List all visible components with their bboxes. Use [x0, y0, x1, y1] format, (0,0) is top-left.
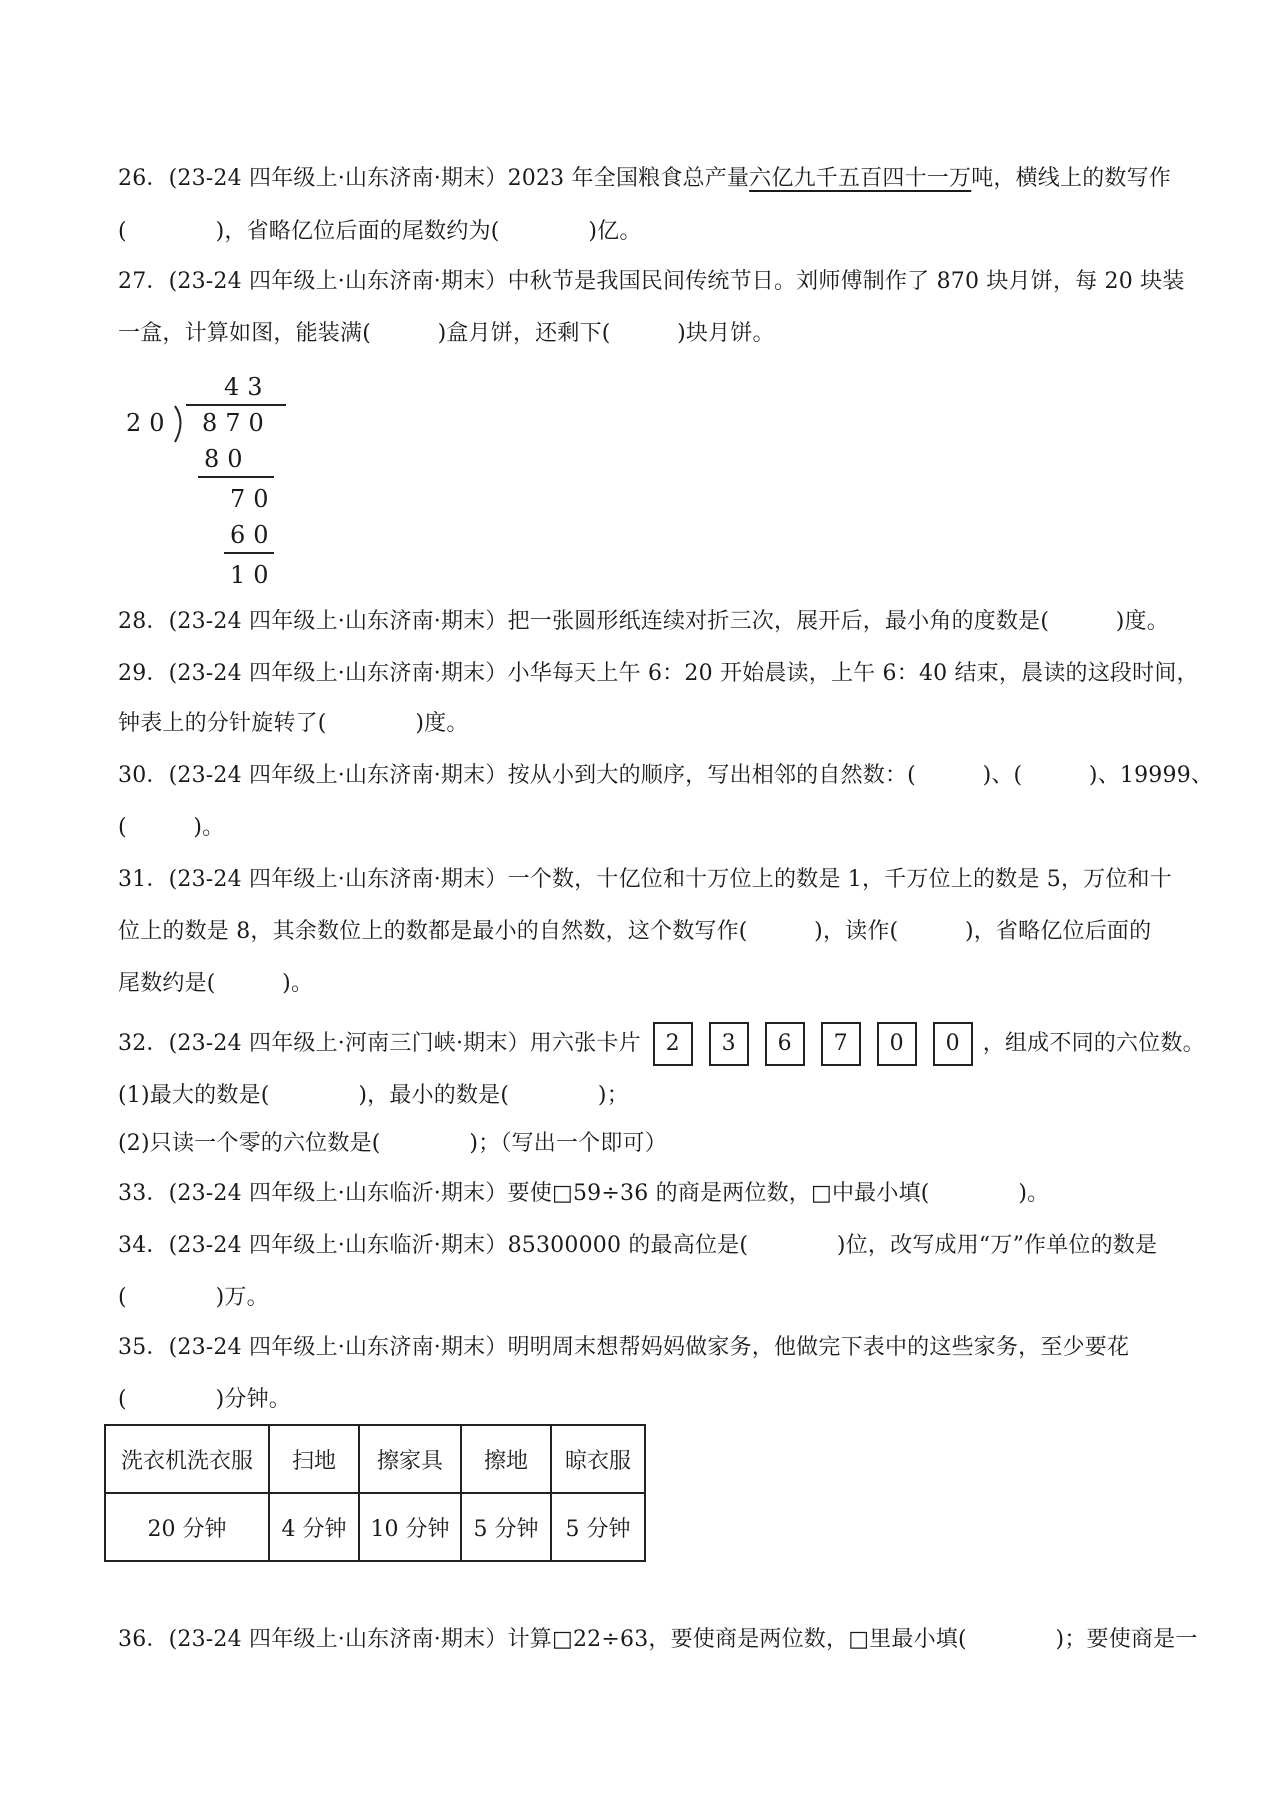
division-line1	[198, 476, 274, 478]
division-quotient: 43	[224, 373, 271, 401]
table-header-cell: 扫地	[269, 1425, 359, 1493]
table-cell: 10 分钟	[359, 1493, 461, 1561]
q32-stem: 32．(23-24 四年级上·河南三门峡·期末）用六张卡片	[118, 1031, 641, 1056]
division-bracket	[172, 404, 188, 444]
q35-line2: ( )分钟。	[118, 1387, 291, 1412]
q31-line1: 31．(23-24 四年级上·山东济南·期末）一个数，十亿位和十万位上的数是 1，千万位上的数是 5，万位和十	[118, 867, 1172, 892]
division-line2	[224, 552, 274, 554]
table-cell: 5 分钟	[551, 1493, 645, 1561]
q34-line2: ( )万。	[118, 1285, 269, 1310]
q31-line3: 尾数约是( )。	[118, 971, 314, 996]
table-cell: 5 分钟	[461, 1493, 551, 1561]
q29-line1: 29．(23-24 四年级上·山东济南·期末）小华每天上午 6：20 开始晨读，上午 6：40 结束，晨读的这段时间，	[118, 661, 1199, 686]
q29-line2: 钟表上的分针旋转了( )度。	[118, 711, 469, 736]
q30-line1: 30．(23-24 四年级上·山东济南·期末）按从小到大的顺序，写出相邻的自然数：( )、( )、19999、	[118, 763, 1214, 788]
table-header-cell: 晾衣服	[551, 1425, 645, 1493]
division-step2: 60	[230, 521, 277, 549]
q32-stem-end: ，组成不同的六位数。	[982, 1031, 1205, 1056]
number-card: 7	[821, 1022, 861, 1066]
number-card: 0	[933, 1022, 973, 1066]
q27-line1: 27．(23-24 四年级上·山东济南·期末）中秋节是我国民间传统节日。刘师傅制作了 870 块月饼，每 20 块装	[118, 269, 1185, 294]
q28-line1: 28．(23-24 四年级上·山东济南·期末）把一张圆形纸连续对折三次，展开后，最小角的度数是( )度。	[118, 609, 1169, 634]
q33-line1: 33．(23-24 四年级上·山东临沂·期末）要使□59÷36 的商是两位数，□中最小填( )。	[118, 1181, 1050, 1206]
table-row	[105, 1425, 645, 1493]
table-header-cell: 洗衣机洗衣服	[105, 1425, 269, 1493]
table-header-cell: 擦家具	[359, 1425, 461, 1493]
q26-stem: 26．(23-24 四年级上·山东济南·期末）2023 年全国粮食总产量	[118, 166, 750, 191]
q32-part2: (2)只读一个零的六位数是( )；（写出一个即可）	[118, 1131, 667, 1156]
division-remainder: 10	[230, 561, 277, 589]
q32-part1: (1)最大的数是( )，最小的数是( )；	[118, 1083, 629, 1108]
q32-line1	[118, 1022, 1205, 1066]
q27-line2: 一盒，计算如图，能装满( )盒月饼，还剩下( )块月饼。	[118, 321, 775, 346]
q34-line1: 34．(23-24 四年级上·山东临沂·期末）85300000 的最高位是( )位，改写成用“万”作单位的数是	[118, 1233, 1158, 1258]
division-dividend: 870	[202, 409, 272, 437]
q35-line1: 35．(23-24 四年级上·山东济南·期末）明明周末想帮妈妈做家务，他做完下表中的这些家务，至少要花	[118, 1335, 1130, 1360]
number-card: 0	[877, 1022, 917, 1066]
division-bar	[186, 404, 286, 406]
q26-line1	[118, 165, 1171, 193]
number-card: 2	[653, 1022, 693, 1066]
q26-underlined-number: 六亿九千五百四十一万	[749, 166, 972, 191]
division-rem1: 70	[230, 485, 277, 513]
table-header-cell: 擦地	[461, 1425, 551, 1493]
table-cell: 20 分钟	[105, 1493, 269, 1561]
q36-line1: 36．(23-24 四年级上·山东济南·期末）计算□22÷63，要使商是两位数，□里最小填( )；要使商是一	[118, 1627, 1198, 1652]
number-card: 6	[765, 1022, 805, 1066]
number-card: 3	[709, 1022, 749, 1066]
number-cards	[645, 1022, 981, 1066]
q26-line2: ( )，省略亿位后面的尾数约为( )亿。	[118, 219, 642, 244]
q26-stem-end: 吨，横线上的数写作	[971, 166, 1171, 191]
q31-line2: 位上的数是 8，其余数位上的数都是最小的自然数，这个数写作( )，读作( )，省略亿位后面的	[118, 919, 1152, 944]
table-cell: 4 分钟	[269, 1493, 359, 1561]
chores-table	[104, 1424, 646, 1562]
division-divisor: 20	[126, 409, 173, 437]
table-row	[105, 1493, 645, 1561]
division-step1: 80	[204, 445, 251, 473]
q30-line2: ( )。	[118, 815, 225, 840]
